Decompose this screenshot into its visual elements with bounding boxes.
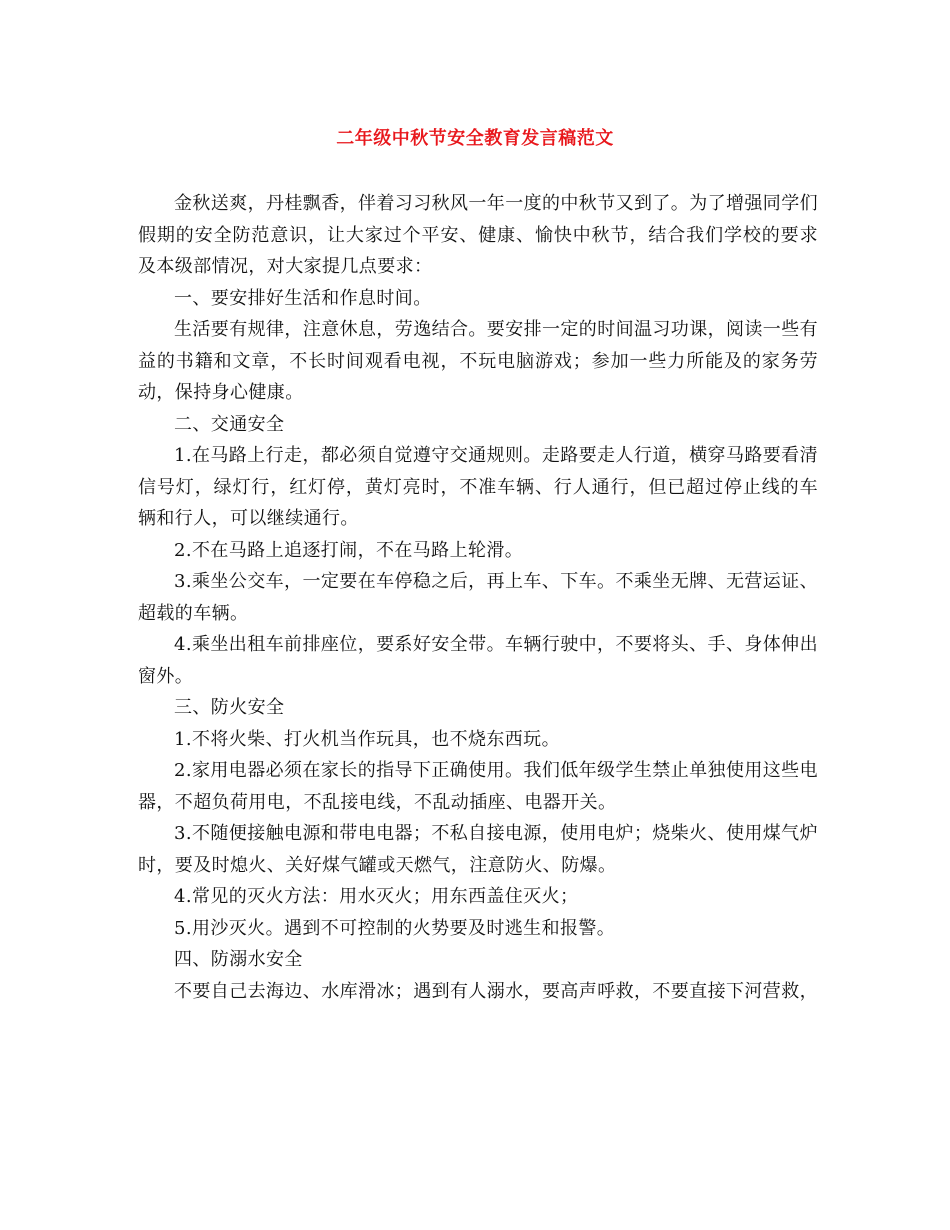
drowning-paragraph: 不要自己去海边、水库滑冰；遇到有人溺水，要高声呼救，不要直接下河营救， — [174, 980, 818, 1002]
intro-paragraph: 金秋送爽，丹桂飘香，伴着习习秋风一年一度的中秋节又到了。为了增强同学们假期的安全防范意识，让大家过个平安、健康、愉快中秋节，结合我们学校的要求及本级部情况，对大家提几点要求： — [138, 193, 818, 277]
fire-item-5: 5.用沙灭火。遇到不可控制的火势要及时逃生和报警。 — [174, 917, 616, 939]
fire-item-3: 3.不随便接触电源和带电电器；不私自接电源，使用电炉；烧柴火、使用煤气炉时，要及时熄火、关好煤气罐或天燃气，注意防火、防爆。 — [138, 823, 818, 876]
fire-item-4: 4.常见的灭火方法：用水灭火；用东西盖住灭火； — [174, 886, 579, 907]
fire-item-1: 1.不将火柴、打火机当作玩具，也不烧东西玩。 — [174, 728, 560, 750]
traffic-item-2: 2.不在马路上追逐打闹，不在马路上轮滑。 — [174, 539, 524, 561]
schedule-paragraph: 生活要有规律，注意休息，劳逸结合。要安排一定的时间温习功课，阅读一些有益的书籍和文章，不长时间观看电视，不玩电脑游戏；参加一些力所能及的家务劳动，保持身心健康。 — [138, 319, 818, 403]
section-heading-schedule: 一、要安排好生活和作息时间。 — [174, 287, 432, 309]
section-heading-fire: 三、防火安全 — [174, 697, 285, 718]
fire-item-2: 2.家用电器必须在家长的指导下正确使用。我们低年级学生禁止单独使用这些电器，不超负荷用电，不乱接电线，不乱动插座、电器开关。 — [138, 760, 818, 813]
document-body — [138, 188, 818, 1007]
traffic-item-3: 3.乘坐公交车，一定要在车停稳之后，再上车、下车。不乘坐无牌、无营运证、超载的车辆。 — [138, 571, 818, 624]
section-heading-traffic: 二、交通安全 — [174, 413, 285, 435]
traffic-item-4: 4.乘坐出租车前排座位，要系好安全带。车辆行驶中，不要将头、手、身体伸出窗外。 — [138, 634, 818, 687]
document-title: 二年级中秋节安全教育发言稿范文 — [336, 128, 614, 149]
section-heading-drowning: 四、防溺水安全 — [174, 949, 303, 970]
traffic-item-1: 1.在马路上行走，都必须自觉遵守交通规则。走路要走人行道，横穿马路要看清信号灯，绿灯行，红灯停，黄灯亮时，不准车辆、行人通行，但已超过停止线的车辆和行人，可以继续通行。 — [138, 445, 818, 529]
